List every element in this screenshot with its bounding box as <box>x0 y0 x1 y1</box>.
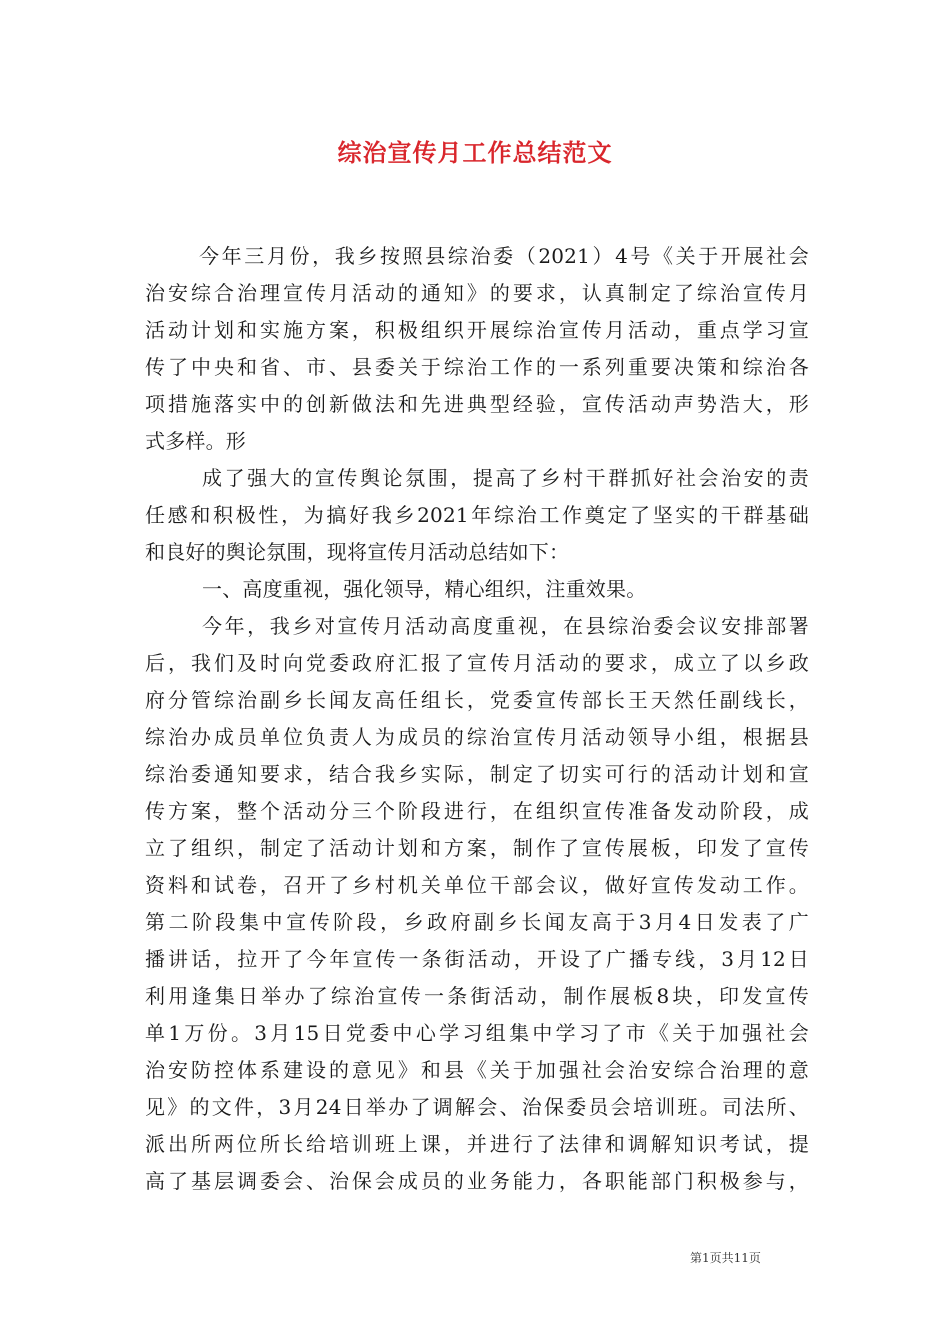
paragraph-line: 传方案，整个活动分三个阶段进行，在组织宣传准备发动阶段，成 <box>145 799 809 823</box>
paragraph-line: 综治委通知要求，结合我乡实际，制定了切实可行的活动计划和宣 <box>145 762 809 786</box>
paragraph-line: 后，我们及时向党委政府汇报了宣传月活动的要求，成立了以乡政 <box>145 651 809 675</box>
paragraph-line: 项措施落实中的创新做法和先进典型经验，宣传活动声势浩大，形 <box>145 392 809 416</box>
paragraph-line: 今年三月份，我乡按照县综治委（2021）4号《关于开展社会 <box>199 244 809 268</box>
section-heading: 一、高度重视，强化领导，精心组织，注重效果。 <box>202 577 647 601</box>
document-body <box>145 238 809 1200</box>
paragraph-line: 和良好的舆论氛围，现将宣传月活动总结如下： <box>145 540 570 564</box>
paragraph-line: 治安防控体系建设的意见》和县《关于加强社会治安综合治理的意 <box>145 1058 809 1082</box>
paragraph-line: 利用逢集日举办了综治宣传一条街活动，制作展板8块，印发宣传 <box>145 984 809 1008</box>
paragraph-line: 今年，我乡对宣传月活动高度重视，在县综治委会议安排部署 <box>202 614 809 638</box>
page-number-footer: 第1页共11页 <box>690 1251 761 1265</box>
paragraph-line: 治安综合治理宣传月活动的通知》的要求，认真制定了综治宣传月 <box>145 281 809 305</box>
paragraph-line: 第二阶段集中宣传阶段，乡政府副乡长闻友高于3月4日发表了广 <box>145 910 809 934</box>
paragraph-line: 任感和积极性，为搞好我乡2021年综治工作奠定了坚实的干群基础 <box>145 503 809 527</box>
paragraph-line: 式多样。形 <box>145 429 246 453</box>
paragraph-line: 播讲话，拉开了今年宣传一条街活动，开设了广播专线，3月12日 <box>145 947 809 971</box>
paragraph-line: 成了强大的宣传舆论氛围，提高了乡村干群抓好社会治安的责 <box>202 466 809 490</box>
paragraph-line: 传了中央和省、市、县委关于综治工作的一系列重要决策和综治各 <box>145 355 809 379</box>
paragraph-line: 综治办成员单位负责人为成员的综治宣传月活动领导小组，根据县 <box>145 725 809 749</box>
paragraph-line: 派出所两位所长给培训班上课，并进行了法律和调解知识考试，提 <box>145 1132 809 1156</box>
paragraph-line: 活动计划和实施方案，积极组织开展综治宣传月活动，重点学习宣 <box>145 318 809 342</box>
paragraph-line: 见》的文件，3月24日举办了调解会、治保委员会培训班。司法所、 <box>145 1095 809 1119</box>
document-title: 综治宣传月工作总结范文 <box>337 138 613 167</box>
paragraph-line: 立了组织，制定了活动计划和方案，制作了宣传展板，印发了宣传 <box>145 836 809 860</box>
paragraph-line: 单1万份。3月15日党委中心学习组集中学习了市《关于加强社会 <box>145 1021 809 1045</box>
paragraph-line: 府分管综治副乡长闻友高任组长，党委宣传部长王天然任副线长， <box>145 688 809 712</box>
paragraph-line: 高了基层调委会、治保会成员的业务能力，各职能部门积极参与， <box>145 1169 809 1193</box>
paragraph-line: 资料和试卷，召开了乡村机关单位干部会议，做好宣传发动工作。 <box>145 873 809 897</box>
